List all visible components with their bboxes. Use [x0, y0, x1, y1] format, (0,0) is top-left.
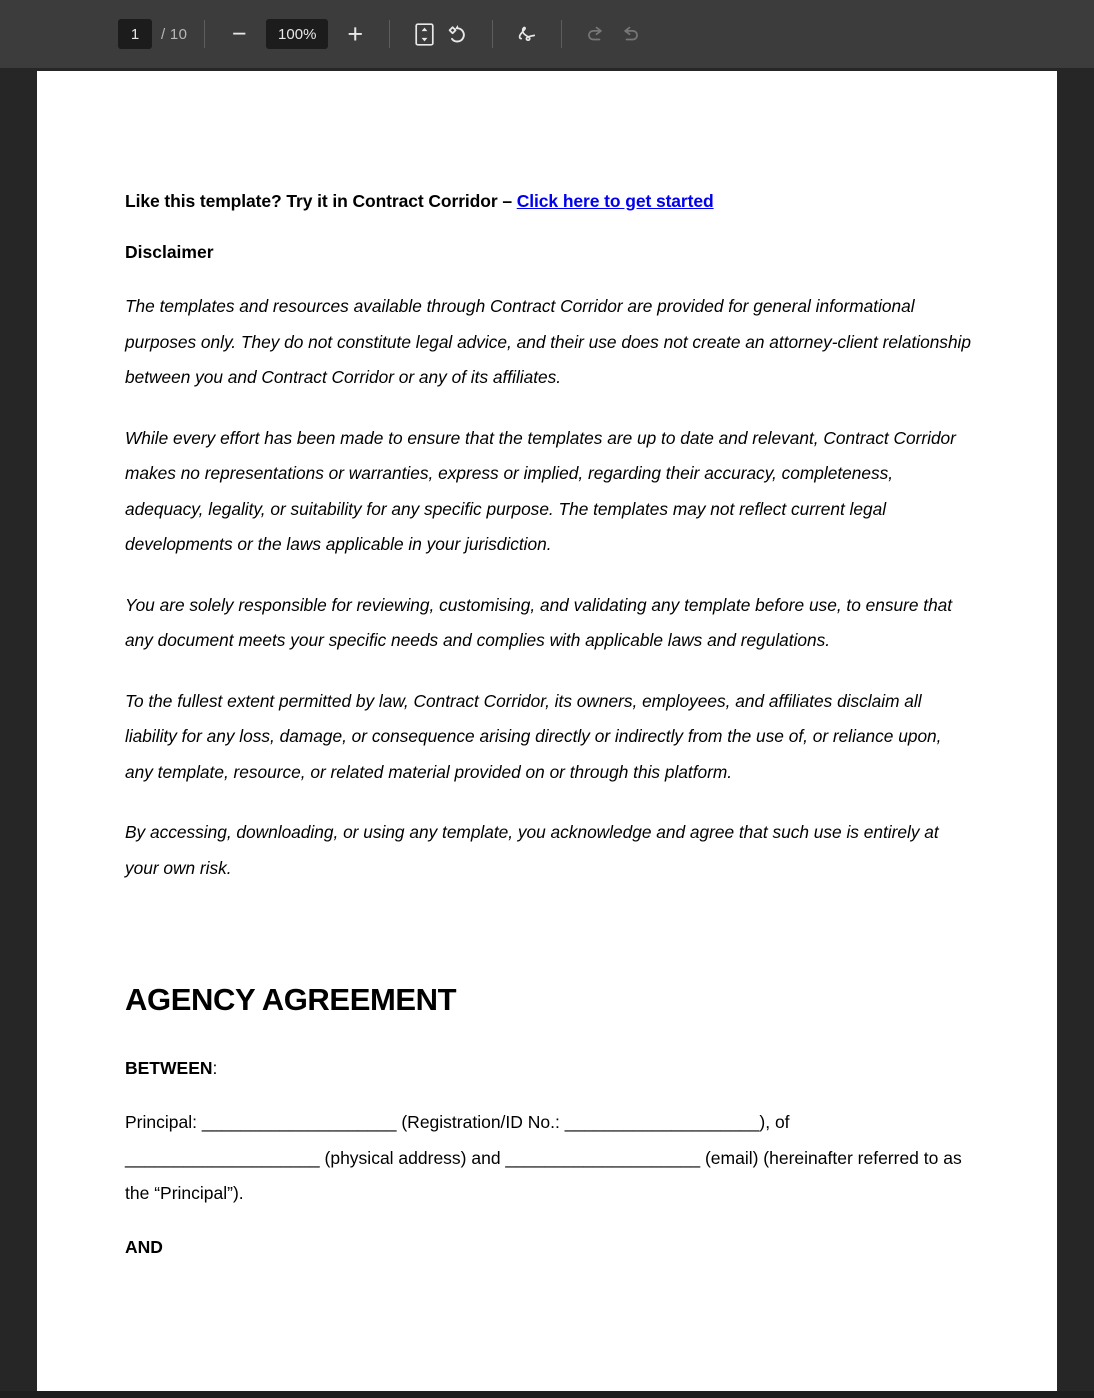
page-total-label: / 10 — [161, 25, 188, 43]
pdf-page-1 — [37, 71, 1057, 1398]
toolbar-divider-2 — [389, 20, 390, 48]
zoom-out-button[interactable]: − — [222, 17, 256, 51]
page-number-input[interactable] — [118, 19, 152, 49]
undo-icon — [585, 24, 607, 44]
redo-button[interactable] — [613, 17, 647, 51]
fit-page-icon — [415, 23, 434, 46]
ink-annotate-button[interactable] — [510, 17, 544, 51]
agreement-title: AGENCY AGREEMENT — [125, 982, 457, 1018]
disclaimer-paragraph: The templates and resources available through Contract Corridor are provided for general informational purposes only. They do not constitute legal advice, and their use does not create an attorney-client relationship between you and Contract Corridor or any of its affiliates. — [125, 296, 972, 388]
rotate-counterclockwise-icon — [446, 23, 470, 46]
toolbar-divider-1 — [204, 20, 205, 48]
disclaimer-paragraph: To the fullest extent permitted by law, Contract Corridor, its owners, employees, and affiliates disclaim all liability for any loss, damage, or consequence arising directly or indirectly from the use of, or reliance upon, any template, resource, or related material provided on or through this platform. — [125, 690, 942, 782]
rotate-button[interactable] — [441, 17, 475, 51]
toolbar-divider-4 — [561, 20, 562, 48]
toolbar-divider-3 — [492, 20, 493, 48]
pdf-toolbar — [0, 0, 1094, 68]
principal-clause: Principal: ____________________ (Registration/ID No.: ____________________), of ____________________ (physical address) and ____________________ (email) (hereinafter referred to as the “Principal”). — [125, 1112, 962, 1204]
zoom-level-input[interactable] — [266, 19, 328, 49]
disclaimer-paragraph: By accessing, downloading, or using any template, you acknowledge and agree that such use is entirely at your own risk. — [125, 822, 939, 878]
between-bold-text: BETWEEN — [125, 1058, 213, 1079]
and-label: AND — [125, 1236, 163, 1257]
fit-page-button[interactable] — [407, 17, 441, 51]
zoom-in-button[interactable]: + — [338, 17, 372, 51]
ink-annotate-icon — [516, 23, 538, 45]
disclaimer-heading: Disclaimer — [125, 242, 214, 263]
viewer-bottom-edge — [0, 1391, 1094, 1398]
between-colon: : — [212, 1058, 218, 1079]
redo-icon — [619, 24, 641, 44]
pdf-viewer-area[interactable] — [0, 68, 1094, 1398]
promo-lead-text: Like this template? Try it in Contract Corridor – — [125, 191, 517, 211]
promo-heading — [125, 189, 974, 214]
between-label — [125, 1058, 974, 1079]
undo-button[interactable] — [579, 17, 613, 51]
disclaimer-paragraph: You are solely responsible for reviewing, customising, and validating any template before use, to ensure that any document meets your specific needs and complies with applicable laws and regulations. — [125, 594, 953, 651]
get-started-link[interactable]: Click here to get started — [516, 191, 714, 211]
disclaimer-paragraph: While every effort has been made to ensure that the templates are up to date and relevant, Contract Corridor makes no representations or warranties, express or implied, regarding their accuracy, completeness, adequacy, legality, or suitability for any specific purpose. The templates may not reflect current legal developments or the laws applicable in your jurisdiction. — [125, 427, 956, 555]
